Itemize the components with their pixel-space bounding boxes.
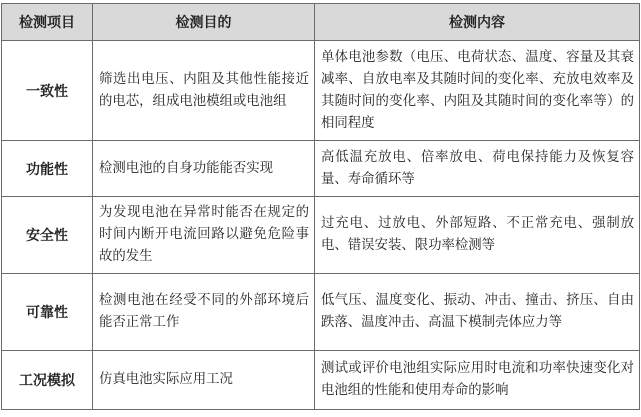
row-purpose: 筛选出电压、内阻及其他性能接近的电芯，组成电池模组或电池组: [93, 41, 315, 141]
header-purpose: 检测目的: [93, 4, 315, 41]
header-item: 检测项目: [2, 4, 93, 41]
detection-table: [1, 3, 640, 410]
header-content: 检测内容: [315, 4, 640, 41]
row-item-label: 功能性: [2, 141, 93, 197]
row-purpose: 检测电池在经受不同的外部环境后能否正常工作: [93, 274, 315, 351]
table-row: [2, 197, 640, 274]
row-item-label: 可靠性: [2, 274, 93, 351]
row-content: 单体电池参数（电压、电荷状态、温度、容量及其衰减率、自放电率及其随时间的变化率、充放电效率及其随时间的变化率、内阻及其随时间的变化率等）的相同程度: [315, 41, 640, 141]
table-row: [2, 141, 640, 197]
row-purpose: 为发现电池在异常时能否在规定的时间内断开电流回路以避免危险事故的发生: [93, 197, 315, 274]
row-purpose: 仿真电池实际应用工况: [93, 351, 315, 410]
table-row: [2, 351, 640, 410]
header-row: [2, 4, 640, 41]
row-purpose: 检测电池的自身功能能否实现: [93, 141, 315, 197]
row-content: 低气压、温度变化、振动、冲击、撞击、挤压、自由跌落、温度冲击、高温下模制壳体应力等: [315, 274, 640, 351]
table-row: [2, 41, 640, 141]
row-content: 高低温充放电、倍率放电、荷电保持能力及恢复容量、寿命循环等: [315, 141, 640, 197]
row-content: 过充电、过放电、外部短路、不正常充电、强制放电、错误安装、限功率检测等: [315, 197, 640, 274]
row-item-label: 一致性: [2, 41, 93, 141]
row-item-label: 安全性: [2, 197, 93, 274]
row-item-label: 工况模拟: [2, 351, 93, 410]
table-row: [2, 274, 640, 351]
row-content: 测试或评价电池组实际应用时电流和功率快速变化对电池组的性能和使用寿命的影响: [315, 351, 640, 410]
